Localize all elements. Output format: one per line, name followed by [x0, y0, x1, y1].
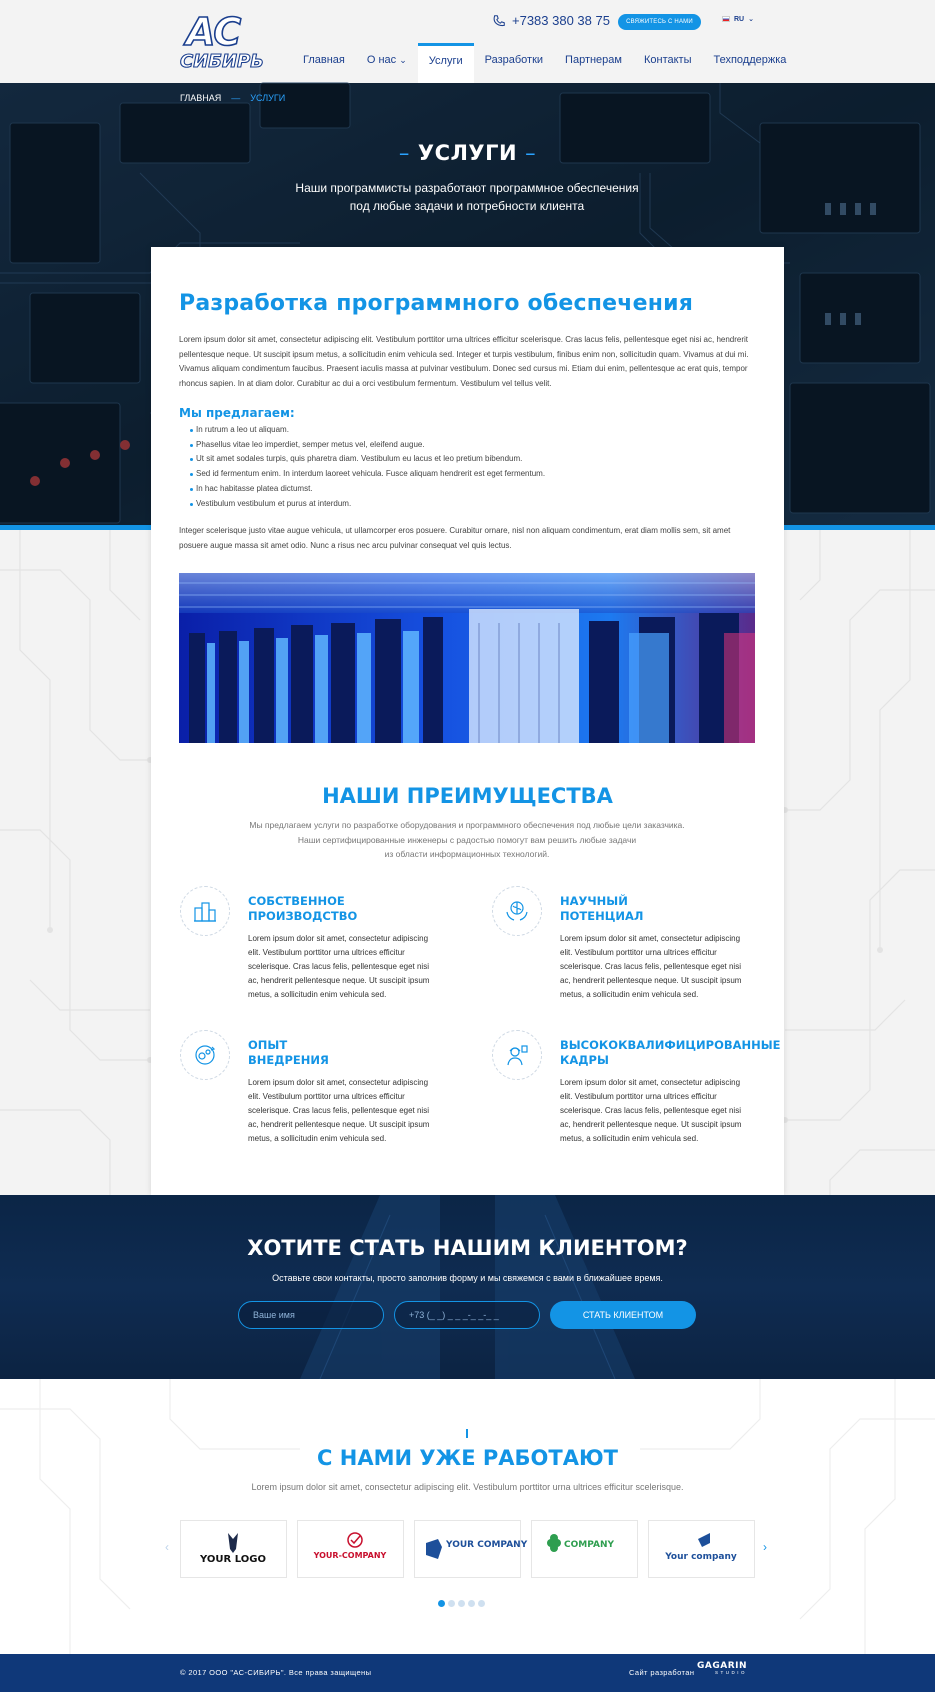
page-subtitle [267, 179, 667, 215]
advantages-subtitle-line2: Наши сертифицированные инженеры с радостью помогут вам решить любые задачи [297, 834, 637, 845]
header-phone[interactable] [492, 13, 610, 28]
phone-input[interactable]: +73 (_ _) _ _ _-_ _-_ _ [394, 1301, 540, 1329]
advantages-subtitle [217, 818, 717, 862]
client-logo-1[interactable] [180, 1520, 287, 1578]
advantage-text: Lorem ipsum dolor sit amet, consectetur adipiscing elit. Vestibulum porttitor urna ultrices efficitur scelerisque. Cras lacus felis, pellentesque eget nisi ac, hendrerit pellentesque neque. Ut suscipit ipsum metus, a sollicitudin enim vehicula sed. [248, 1078, 430, 1143]
title-dash-right: – [525, 141, 537, 165]
list-item: Ut sit amet sodales turpis, quis pharetra diam. Vestibulum eu lacus et leo pretium bibendum. [191, 452, 545, 467]
phone-icon [492, 14, 506, 28]
name-input[interactable]: Ваше имя [238, 1301, 384, 1329]
content-card [151, 247, 784, 1195]
server-corridor-background [0, 1195, 935, 1379]
carousel-dot[interactable] [458, 1600, 465, 1607]
logo-tie-icon [186, 1529, 281, 1569]
advantage-title: НАУЧНЫЙ ПОТЕНЦИАЛ [560, 894, 644, 923]
offer-heading: Мы предлагаем: [179, 406, 295, 420]
client-logo-5[interactable] [648, 1520, 755, 1578]
logo-arrow-icon [654, 1529, 749, 1569]
contact-us-button[interactable]: СВЯЖИТЕСЬ С НАМИ [618, 14, 701, 30]
language-selector[interactable] [722, 15, 754, 23]
logo-line1: АС [186, 10, 240, 54]
article-intro: Lorem ipsum dolor sit amet, consectetur adipiscing elit. Vestibulum porttitor urna ultrices efficitur scelerisque. Cras lacus felis, pellentesque eget nisi ac, hendrerit pellentesque neque. Ut suscipit ipsum metus, a sollicitudin enim vehicula sed. Integer et turpis vestibulum, finibus enim non, sollicitudin quam. Vivamus at dui mi. Vivamus aliquam condimentum faucibus. Praesent iaculis massa at pulvinar vestibulum. Donec sed cursus mi. Etiam dui enim, pellentesque ac erat quis, tempor rhoncus sapien. In at diam dolor. Curabitur ac dui a orci vestibulum fermentum. Vestibulum vel tellus velit. [179, 335, 749, 389]
site-header [0, 0, 935, 83]
copyright: © 2017 ООО "АС-СИБИРЬ". Все права защищены [180, 1668, 372, 1677]
developer-name: GAGARIN [697, 1661, 748, 1671]
page-title [0, 141, 935, 165]
developer-logo[interactable] [697, 1661, 747, 1675]
chevron-right-icon[interactable]: › [763, 1540, 767, 1554]
breadcrumb-current: УСЛУГИ [250, 93, 286, 103]
client-logo-text: COMPANY [564, 1540, 614, 1550]
chevron-left-icon[interactable]: ‹ [165, 1540, 169, 1554]
nav-partners[interactable]: Партнерам [565, 54, 622, 66]
article-outro: Integer scelerisque justo vitae augue vehicula, ut ullamcorper eros posuere. Curabitur ornare, nisl non aliquam condimentum, erat diam mollis sem, sit amet posuere augue massa sit amet odio. Nunc a risus nec arcu pulvinar consequat vel quis lectus. [179, 526, 731, 550]
datacenter-illustration [179, 573, 755, 743]
nav-home[interactable]: Главная [303, 54, 345, 66]
become-client-section [0, 1195, 935, 1379]
clients-section [0, 1379, 935, 1654]
client-logo-text: YOUR-COMPANY [313, 1551, 387, 1560]
carousel-pagination [438, 1600, 485, 1607]
chevron-down-icon: ⌄ [399, 55, 407, 65]
page-title-text: УСЛУГИ [417, 141, 518, 165]
advantage-text: Lorem ipsum dolor sit amet, consectetur adipiscing elit. Vestibulum porttitor urna ultrices efficitur scelerisque. Cras lacus felis, pellentesque eget nisi ac, hendrerit pellentesque neque. Ut suscipit ipsum metus, a sollicitudin enim vehicula sed. [560, 1078, 742, 1143]
nav-services[interactable]: Услуги [418, 43, 474, 83]
developer-sub: STUDIO [715, 1670, 748, 1675]
advantages-subtitle-line3: из области информационных технологий. [384, 849, 550, 860]
title-dash-left: – [398, 141, 410, 165]
list-item: Vestibulum vestibulum et purus at interdum. [191, 497, 545, 512]
brain-hands-icon [492, 886, 542, 936]
client-logo-text: Your company [665, 1552, 737, 1562]
advantage-title: ОПЫТ ВНЕДРЕНИЯ [248, 1038, 329, 1067]
clients-circuit-background [0, 1379, 935, 1654]
client-logo-text: YOUR LOGO [200, 1554, 266, 1565]
become-client-button[interactable]: СТАТЬ КЛИЕНТОМ [550, 1301, 696, 1329]
page-subtitle-line1: Наши программисты разработают программное обеспечения [295, 181, 639, 195]
clients-subtitle: Lorem ipsum dolor sit amet, consectetur adipiscing elit. Vestibulum porttitor urna ultrices efficitur scelerisque. [251, 1482, 684, 1492]
gears-cycle-icon [180, 1030, 230, 1080]
developer-label: Сайт разработан [629, 1668, 695, 1677]
logo-check-icon [303, 1529, 398, 1569]
phone-number: +7383 380 38 75 [512, 13, 610, 28]
client-logo-3[interactable] [414, 1520, 528, 1578]
advantages-subtitle-line1: Мы предлагаем услуги по разработке оборудования и программного обеспечения под любые цели заказчика. [249, 820, 685, 830]
carousel-dot[interactable] [448, 1600, 455, 1607]
logo-flower-icon [537, 1529, 632, 1569]
language-label: RU [734, 15, 745, 23]
advantages-title: НАШИ ПРЕИМУЩЕСТВА [322, 784, 613, 808]
chevron-down-icon: ⌄ [748, 16, 754, 23]
carousel-dot[interactable] [468, 1600, 475, 1607]
datacenter-image [179, 573, 755, 743]
nav-contacts[interactable]: Контакты [643, 54, 692, 66]
advantage-title: ВЫСОКОКВАЛИФИЦИРОВАННЫЕ КАДРЫ [560, 1038, 781, 1067]
list-item: Phasellus vitae leo imperdiet, semper metus vel, eleifend augue. [191, 438, 545, 453]
engineer-icon [492, 1030, 542, 1080]
nav-about-label: О нас [366, 54, 397, 66]
breadcrumb-separator: — [231, 93, 241, 103]
breadcrumb-home[interactable]: ГЛАВНАЯ [180, 93, 222, 103]
buildings-icon [180, 886, 230, 936]
client-logo-text: YOUR COMPANY [446, 1540, 528, 1550]
logo-line2: СИБИРЬ [180, 51, 264, 72]
cta-title: ХОТИТЕ СТАТЬ НАШИМ КЛИЕНТОМ? [247, 1236, 688, 1260]
breadcrumb [180, 93, 285, 103]
carousel-dot[interactable] [438, 1600, 445, 1607]
client-logo-4[interactable] [531, 1520, 638, 1578]
offer-list [191, 423, 545, 511]
list-item: In rutrum a leo ut aliquam. [191, 423, 545, 438]
page-subtitle-line2: под любые задачи и потребности клиента [349, 199, 585, 213]
carousel-dot[interactable] [478, 1600, 485, 1607]
nav-developments[interactable]: Разработки [484, 54, 544, 66]
cta-subtitle: Оставьте свои контакты, просто заполнив форму и мы свяжемся с вами в ближайшее время. [272, 1273, 663, 1283]
logo-cube-icon [420, 1529, 528, 1569]
advantage-text: Lorem ipsum dolor sit amet, consectetur adipiscing elit. Vestibulum porttitor urna ultrices efficitur scelerisque. Cras lacus felis, pellentesque eget nisi ac, hendrerit pellentesque neque. Ut suscipit ipsum metus, a sollicitudin enim vehicula sed. [560, 934, 742, 999]
article-title: Разработка программного обеспечения [179, 291, 694, 316]
advantage-text: Lorem ipsum dolor sit amet, consectetur adipiscing elit. Vestibulum porttitor urna ultrices efficitur scelerisque. Cras lacus felis, pellentesque eget nisi ac, hendrerit pellentesque neque. Ut suscipit ipsum metus, a sollicitudin enim vehicula sed. [248, 934, 430, 999]
nav-about[interactable] [356, 43, 418, 83]
client-logo-2[interactable] [297, 1520, 404, 1578]
list-item: Sed id fermentum enim. In interdum laoreet vehicula. Fusce aliquam hendrerit est eget fermentum. [191, 467, 545, 482]
nav-support[interactable]: Техподдержка [713, 54, 787, 66]
list-item: In hac habitasse platea dictumst. [191, 482, 545, 497]
site-footer [0, 1654, 935, 1692]
advantage-title: СОБСТВЕННОЕ ПРОИЗВОДСТВО [248, 894, 358, 923]
main-nav [292, 43, 797, 83]
company-logo[interactable] [180, 10, 264, 72]
clients-title: С НАМИ УЖЕ РАБОТАЮТ [317, 1446, 618, 1470]
russia-flag-icon [722, 16, 730, 22]
section-marker [466, 1429, 468, 1438]
